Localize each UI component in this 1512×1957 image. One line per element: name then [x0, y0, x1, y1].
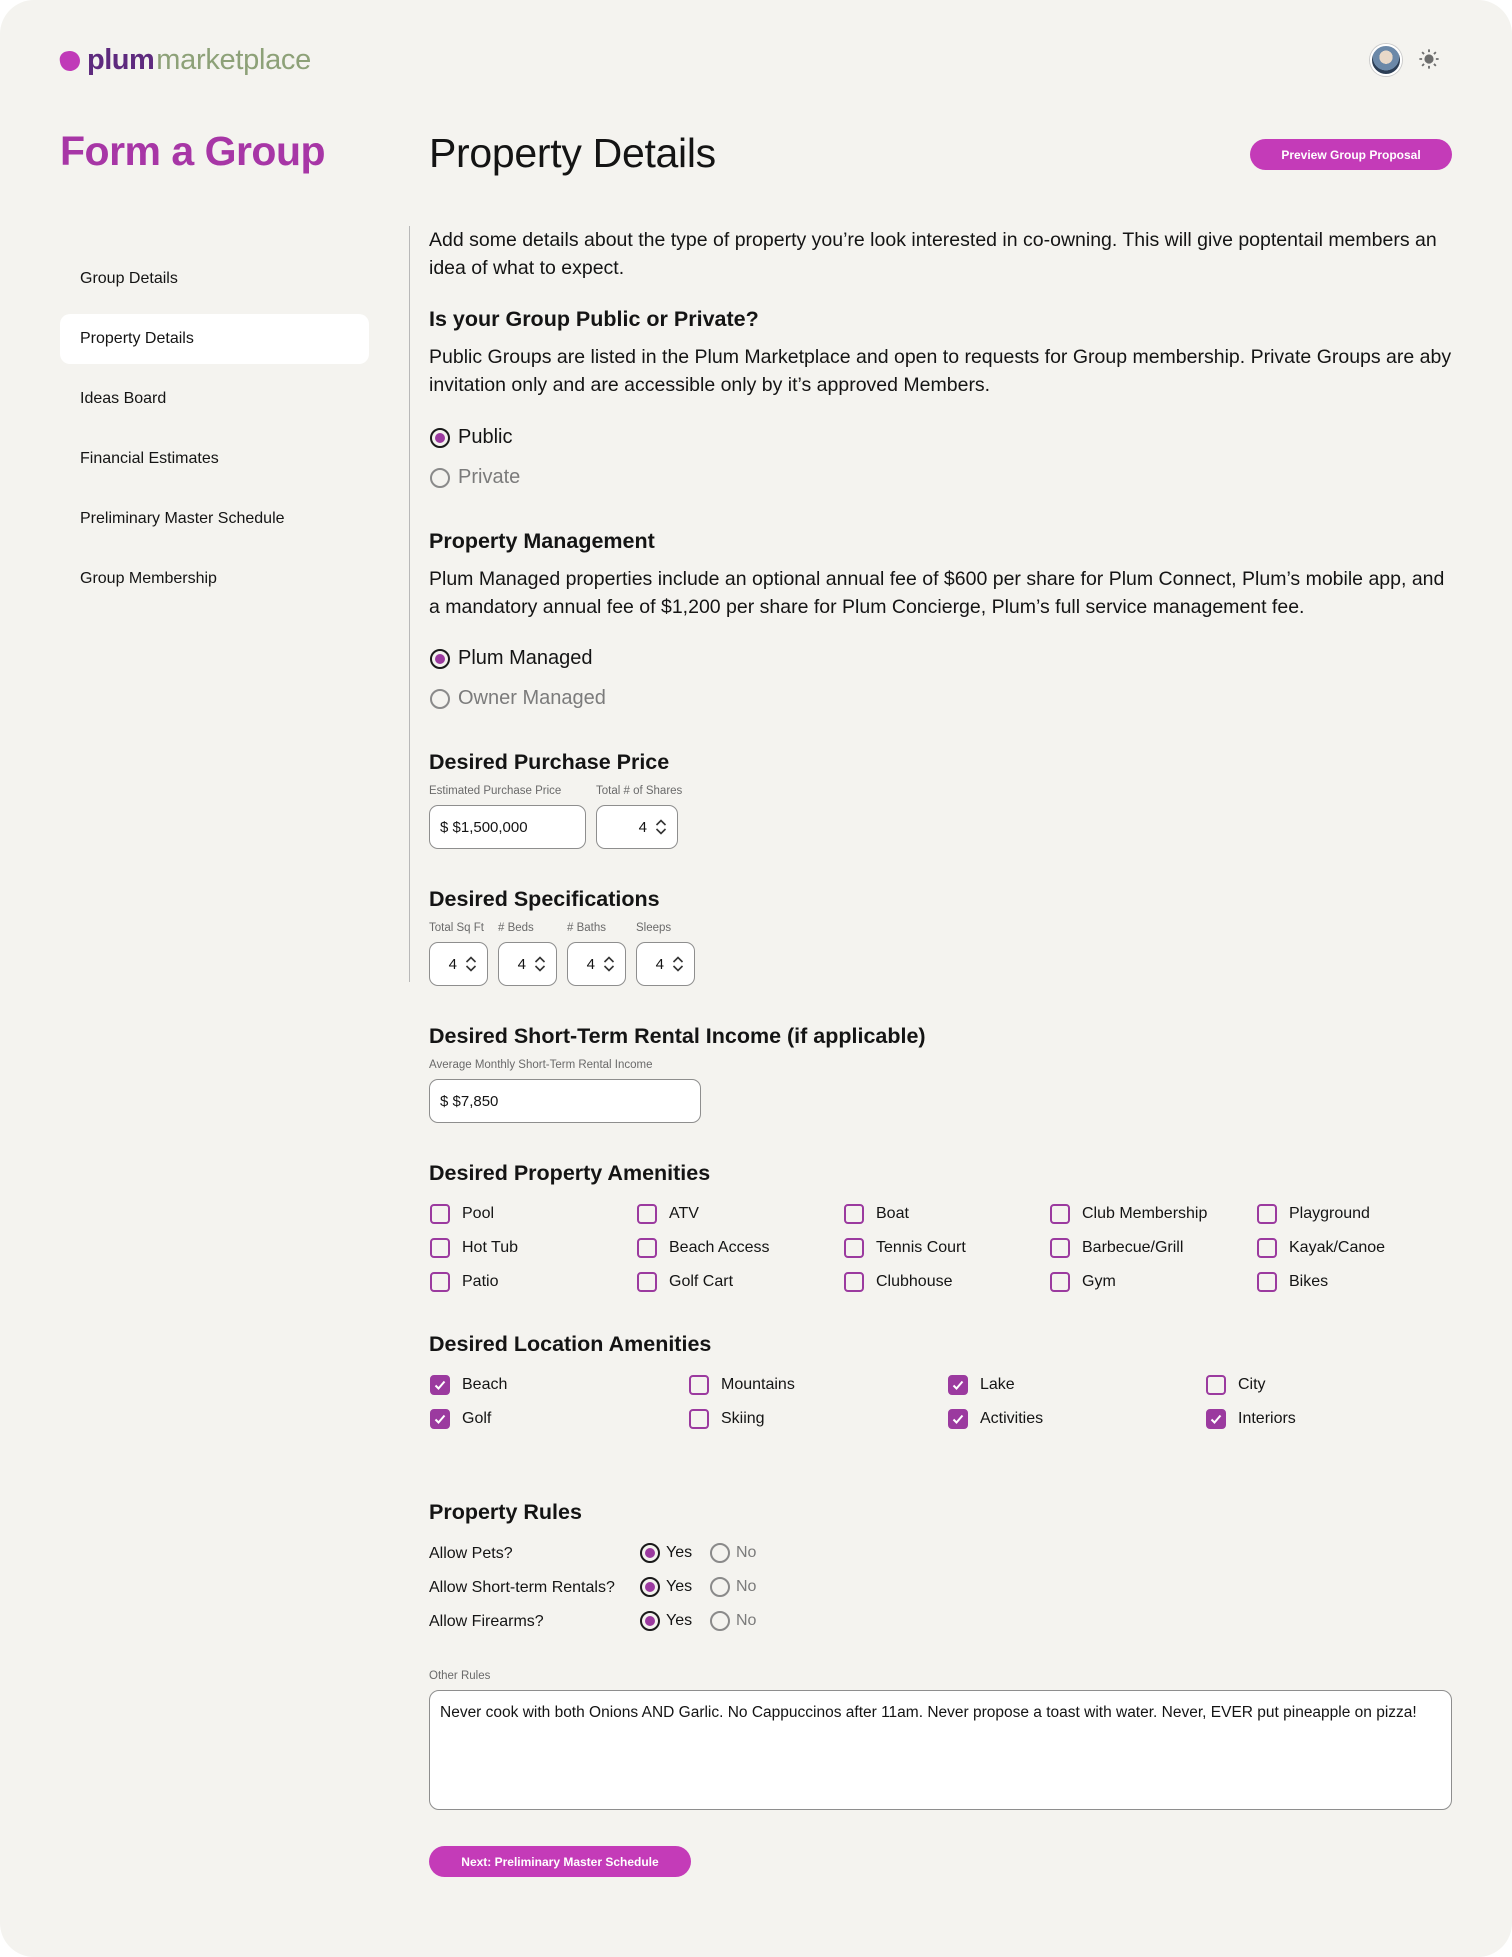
- checkbox-label: Hot Tub: [462, 1239, 519, 1256]
- radio-button[interactable]: [640, 1577, 660, 1597]
- checkbox-gym[interactable]: [1050, 1272, 1116, 1292]
- checkbox-checked-icon[interactable]: [430, 1375, 450, 1395]
- location-amenities-heading: Desired Location Amenities: [429, 1332, 712, 1356]
- stepper-arrows-icon[interactable]: [603, 956, 615, 972]
- rule-firearms-yes[interactable]: [640, 1611, 692, 1631]
- checkbox-icon[interactable]: [1050, 1238, 1070, 1258]
- checkbox-label: Gym: [1082, 1273, 1116, 1290]
- baths-stepper[interactable]: [567, 942, 626, 986]
- checkbox-icon[interactable]: [1257, 1238, 1277, 1258]
- checkbox-atv[interactable]: [637, 1204, 699, 1224]
- checkbox-pool[interactable]: [430, 1204, 494, 1224]
- checkmark-icon: [951, 1412, 965, 1426]
- checkbox-golf-cart[interactable]: [637, 1272, 733, 1292]
- rule-pets-no[interactable]: [710, 1543, 756, 1563]
- checkbox-checked-icon[interactable]: [1206, 1409, 1226, 1429]
- beds-stepper[interactable]: [498, 942, 557, 986]
- sleeps-stepper[interactable]: [636, 942, 695, 986]
- rental-heading: Desired Short-Term Rental Income (if applicable): [429, 1024, 926, 1048]
- checkbox-label: Kayak/Canoe: [1289, 1239, 1386, 1256]
- radio-button[interactable]: [710, 1611, 730, 1631]
- radio-button[interactable]: [430, 468, 450, 488]
- checkbox-playground[interactable]: [1257, 1204, 1370, 1224]
- checkbox-label: Playground: [1289, 1205, 1370, 1222]
- intro-text: Add some details about the type of property you’re look interested in co-owning. This will give poptentail members an idea of what to expect.: [429, 229, 1437, 279]
- checkbox-icon[interactable]: [1050, 1272, 1070, 1292]
- checkbox-activities[interactable]: [948, 1409, 1043, 1429]
- stepper-value: 4: [517, 955, 526, 973]
- checkbox-label: ATV: [669, 1205, 699, 1222]
- rule-pets-yes[interactable]: [640, 1543, 692, 1563]
- checkbox-tennis-court[interactable]: [844, 1238, 966, 1258]
- visibility-heading: Is your Group Public or Private?: [429, 307, 759, 331]
- checkbox-label: Interiors: [1238, 1410, 1296, 1427]
- checkbox-icon[interactable]: [430, 1272, 450, 1292]
- brand-logo[interactable]: [60, 44, 311, 77]
- checkbox-barbecue-grill[interactable]: [1050, 1238, 1183, 1258]
- checkbox-label: Boat: [876, 1205, 909, 1222]
- total-shares-label: Total # of Shares: [596, 785, 683, 797]
- checkbox-beach[interactable]: [430, 1375, 507, 1395]
- total-shares-stepper[interactable]: [596, 805, 678, 849]
- checkbox-beach-access[interactable]: [637, 1238, 770, 1258]
- checkbox-icon[interactable]: [1257, 1204, 1277, 1224]
- yes-label: Yes: [666, 1578, 693, 1595]
- checkmark-icon: [951, 1378, 965, 1392]
- stepper-value: 4: [638, 818, 647, 836]
- radio-public-label: Public: [458, 426, 513, 448]
- rules-heading: Property Rules: [429, 1500, 582, 1524]
- brand-name-bold: plum: [87, 44, 155, 76]
- brand-name-light: marketplace: [156, 44, 311, 76]
- specs-heading: Desired Specifications: [429, 887, 660, 911]
- checkmark-icon: [433, 1412, 447, 1426]
- management-description: Plum Managed properties include an optional annual fee of $600 per share for Plum Connect, Plum’s mobile app, and a mandatory annual fee of $1,200 per share for Plum Concierge, Plum’s full service management fee.: [429, 568, 1445, 618]
- checkbox-label: Club Membership: [1082, 1205, 1208, 1222]
- yes-label: Yes: [666, 1612, 693, 1629]
- plum-logo-icon: [58, 49, 81, 72]
- stepper-arrows-icon[interactable]: [655, 819, 667, 835]
- checkbox-label: Mountains: [721, 1376, 795, 1393]
- radio-private[interactable]: [430, 466, 520, 489]
- purchase-price-input[interactable]: $ $1,500,000: [429, 805, 586, 849]
- checkbox-label: Beach: [462, 1376, 508, 1393]
- checkbox-icon[interactable]: [430, 1204, 450, 1224]
- sleeps-label: Sleeps: [636, 922, 672, 934]
- beds-label: # Beds: [498, 922, 534, 934]
- checkbox-hot-tub[interactable]: [430, 1238, 518, 1258]
- checkbox-label: Activities: [980, 1410, 1044, 1427]
- checkbox-label: Barbecue/Grill: [1082, 1239, 1184, 1256]
- checkbox-icon[interactable]: [844, 1204, 864, 1224]
- rule-rentals-yes[interactable]: [640, 1577, 692, 1597]
- no-label: No: [736, 1612, 757, 1629]
- stepper-arrows-icon[interactable]: [534, 956, 546, 972]
- checkbox-icon[interactable]: [1206, 1375, 1226, 1395]
- sidebar-item-preliminary-master-schedule[interactable]: Preliminary Master Schedule: [80, 510, 285, 527]
- checkbox-icon[interactable]: [637, 1204, 657, 1224]
- checkbox-label: Pool: [462, 1205, 495, 1222]
- sidebar-item-financial-estimates[interactable]: Financial Estimates: [80, 450, 219, 467]
- radio-button[interactable]: [710, 1543, 730, 1563]
- stepper-arrows-icon[interactable]: [465, 956, 477, 972]
- next-button[interactable]: Next: Preliminary Master Schedule: [429, 1846, 691, 1877]
- checkmark-icon: [433, 1378, 447, 1392]
- radio-button[interactable]: [430, 649, 450, 669]
- checkbox-icon[interactable]: [637, 1272, 657, 1292]
- radio-button[interactable]: [430, 689, 450, 709]
- rule-rentals-no[interactable]: [710, 1577, 756, 1597]
- checkbox-label: Beach Access: [669, 1239, 770, 1256]
- checkbox-city[interactable]: [1206, 1375, 1266, 1395]
- no-label: No: [736, 1578, 757, 1595]
- sidebar-item-group-membership[interactable]: Group Membership: [80, 570, 217, 587]
- checkbox-mountains[interactable]: [689, 1375, 795, 1395]
- checkbox-interiors[interactable]: [1206, 1409, 1296, 1429]
- checkbox-boat[interactable]: [844, 1204, 909, 1224]
- radio-owner-managed[interactable]: [430, 687, 606, 710]
- checkbox-icon[interactable]: [1257, 1272, 1277, 1292]
- checkbox-label: Clubhouse: [876, 1273, 953, 1290]
- sidebar-item-ideas-board[interactable]: Ideas Board: [80, 390, 167, 407]
- checkbox-label: Golf: [462, 1410, 492, 1427]
- checkbox-golf[interactable]: [430, 1409, 491, 1429]
- visibility-description: Public Groups are listed in the Plum Marketplace and open to requests for Group membership. Private Groups are aby invitation only and are accessible only by it’s approved Members.: [429, 346, 1452, 396]
- checkbox-icon[interactable]: [637, 1238, 657, 1258]
- rule-pets-label: Allow Pets?: [429, 1545, 513, 1562]
- stepper-value: 4: [655, 955, 664, 973]
- no-label: No: [736, 1544, 757, 1561]
- checkbox-clubhouse[interactable]: [844, 1272, 953, 1292]
- baths-label: # Baths: [567, 922, 606, 934]
- other-rules-label: Other Rules: [429, 1670, 491, 1682]
- avatar[interactable]: [1370, 44, 1402, 76]
- checkbox-label: City: [1238, 1376, 1266, 1393]
- checkbox-icon[interactable]: [844, 1272, 864, 1292]
- checkbox-label: Skiing: [721, 1410, 765, 1427]
- sidebar-item-property-details[interactable]: Property Details: [60, 314, 369, 364]
- sidebar-nav: [60, 254, 369, 614]
- checkbox-icon[interactable]: [1050, 1204, 1070, 1224]
- radio-plum-managed[interactable]: [430, 647, 593, 670]
- management-heading: Property Management: [429, 529, 655, 553]
- checkbox-label: Golf Cart: [669, 1273, 734, 1290]
- radio-button[interactable]: [430, 428, 450, 448]
- rental-income-label: Average Monthly Short-Term Rental Income: [429, 1059, 653, 1071]
- radio-button[interactable]: [710, 1577, 730, 1597]
- sqft-label: Total Sq Ft: [429, 922, 484, 934]
- checkbox-club-membership[interactable]: [1050, 1204, 1207, 1224]
- checkbox-label: Patio: [462, 1273, 499, 1290]
- radio-private-label: Private: [458, 466, 521, 488]
- radio-button[interactable]: [640, 1543, 660, 1563]
- checkbox-skiing[interactable]: [689, 1409, 765, 1429]
- content-divider: [409, 226, 410, 982]
- checkbox-checked-icon[interactable]: [948, 1375, 968, 1395]
- checkmark-icon: [1209, 1412, 1223, 1426]
- property-amenities-heading: Desired Property Amenities: [429, 1161, 711, 1185]
- sidebar-item-group-details[interactable]: Group Details: [80, 270, 178, 287]
- checkbox-bikes[interactable]: [1257, 1272, 1328, 1292]
- yes-label: Yes: [666, 1544, 693, 1561]
- checkbox-patio[interactable]: [430, 1272, 498, 1292]
- checkbox-checked-icon[interactable]: [948, 1409, 968, 1429]
- page-title: Property Details: [429, 130, 716, 176]
- stepper-value: 4: [586, 955, 595, 973]
- rental-income-input[interactable]: $ $7,850: [429, 1079, 701, 1123]
- checkbox-checked-icon[interactable]: [430, 1409, 450, 1429]
- stepper-value: 4: [448, 955, 457, 973]
- radio-button[interactable]: [640, 1611, 660, 1631]
- rule-firearms-label: Allow Firearms?: [429, 1613, 544, 1630]
- checkbox-lake[interactable]: [948, 1375, 1015, 1395]
- rule-rentals-label: Allow Short-term Rentals?: [429, 1579, 615, 1596]
- checkbox-icon[interactable]: [689, 1375, 709, 1395]
- radio-owner-managed-label: Owner Managed: [458, 687, 606, 709]
- sun-icon[interactable]: [1418, 48, 1440, 70]
- checkbox-label: Tennis Court: [876, 1239, 966, 1256]
- stepper-arrows-icon[interactable]: [672, 956, 684, 972]
- checkbox-icon[interactable]: [430, 1238, 450, 1258]
- radio-plum-managed-label: Plum Managed: [458, 647, 593, 669]
- checkbox-icon[interactable]: [844, 1238, 864, 1258]
- preview-group-proposal-button[interactable]: Preview Group Proposal: [1250, 139, 1452, 170]
- checkbox-label: Lake: [980, 1376, 1015, 1393]
- other-rules-textarea[interactable]: Never cook with both Onions AND Garlic. No Cappuccinos after 11am. Never propose a toast with water. Never, EVER put pineapple on pizza!: [429, 1690, 1452, 1810]
- sqft-stepper[interactable]: [429, 942, 488, 986]
- checkbox-kayak-canoe[interactable]: [1257, 1238, 1385, 1258]
- purchase-heading: Desired Purchase Price: [429, 750, 670, 774]
- sidebar-title: Form a Group: [60, 128, 326, 174]
- checkbox-label: Bikes: [1289, 1273, 1329, 1290]
- purchase-price-label: Estimated Purchase Price: [429, 785, 562, 797]
- rule-firearms-no[interactable]: [710, 1611, 756, 1631]
- radio-public[interactable]: [430, 426, 512, 449]
- checkbox-icon[interactable]: [689, 1409, 709, 1429]
